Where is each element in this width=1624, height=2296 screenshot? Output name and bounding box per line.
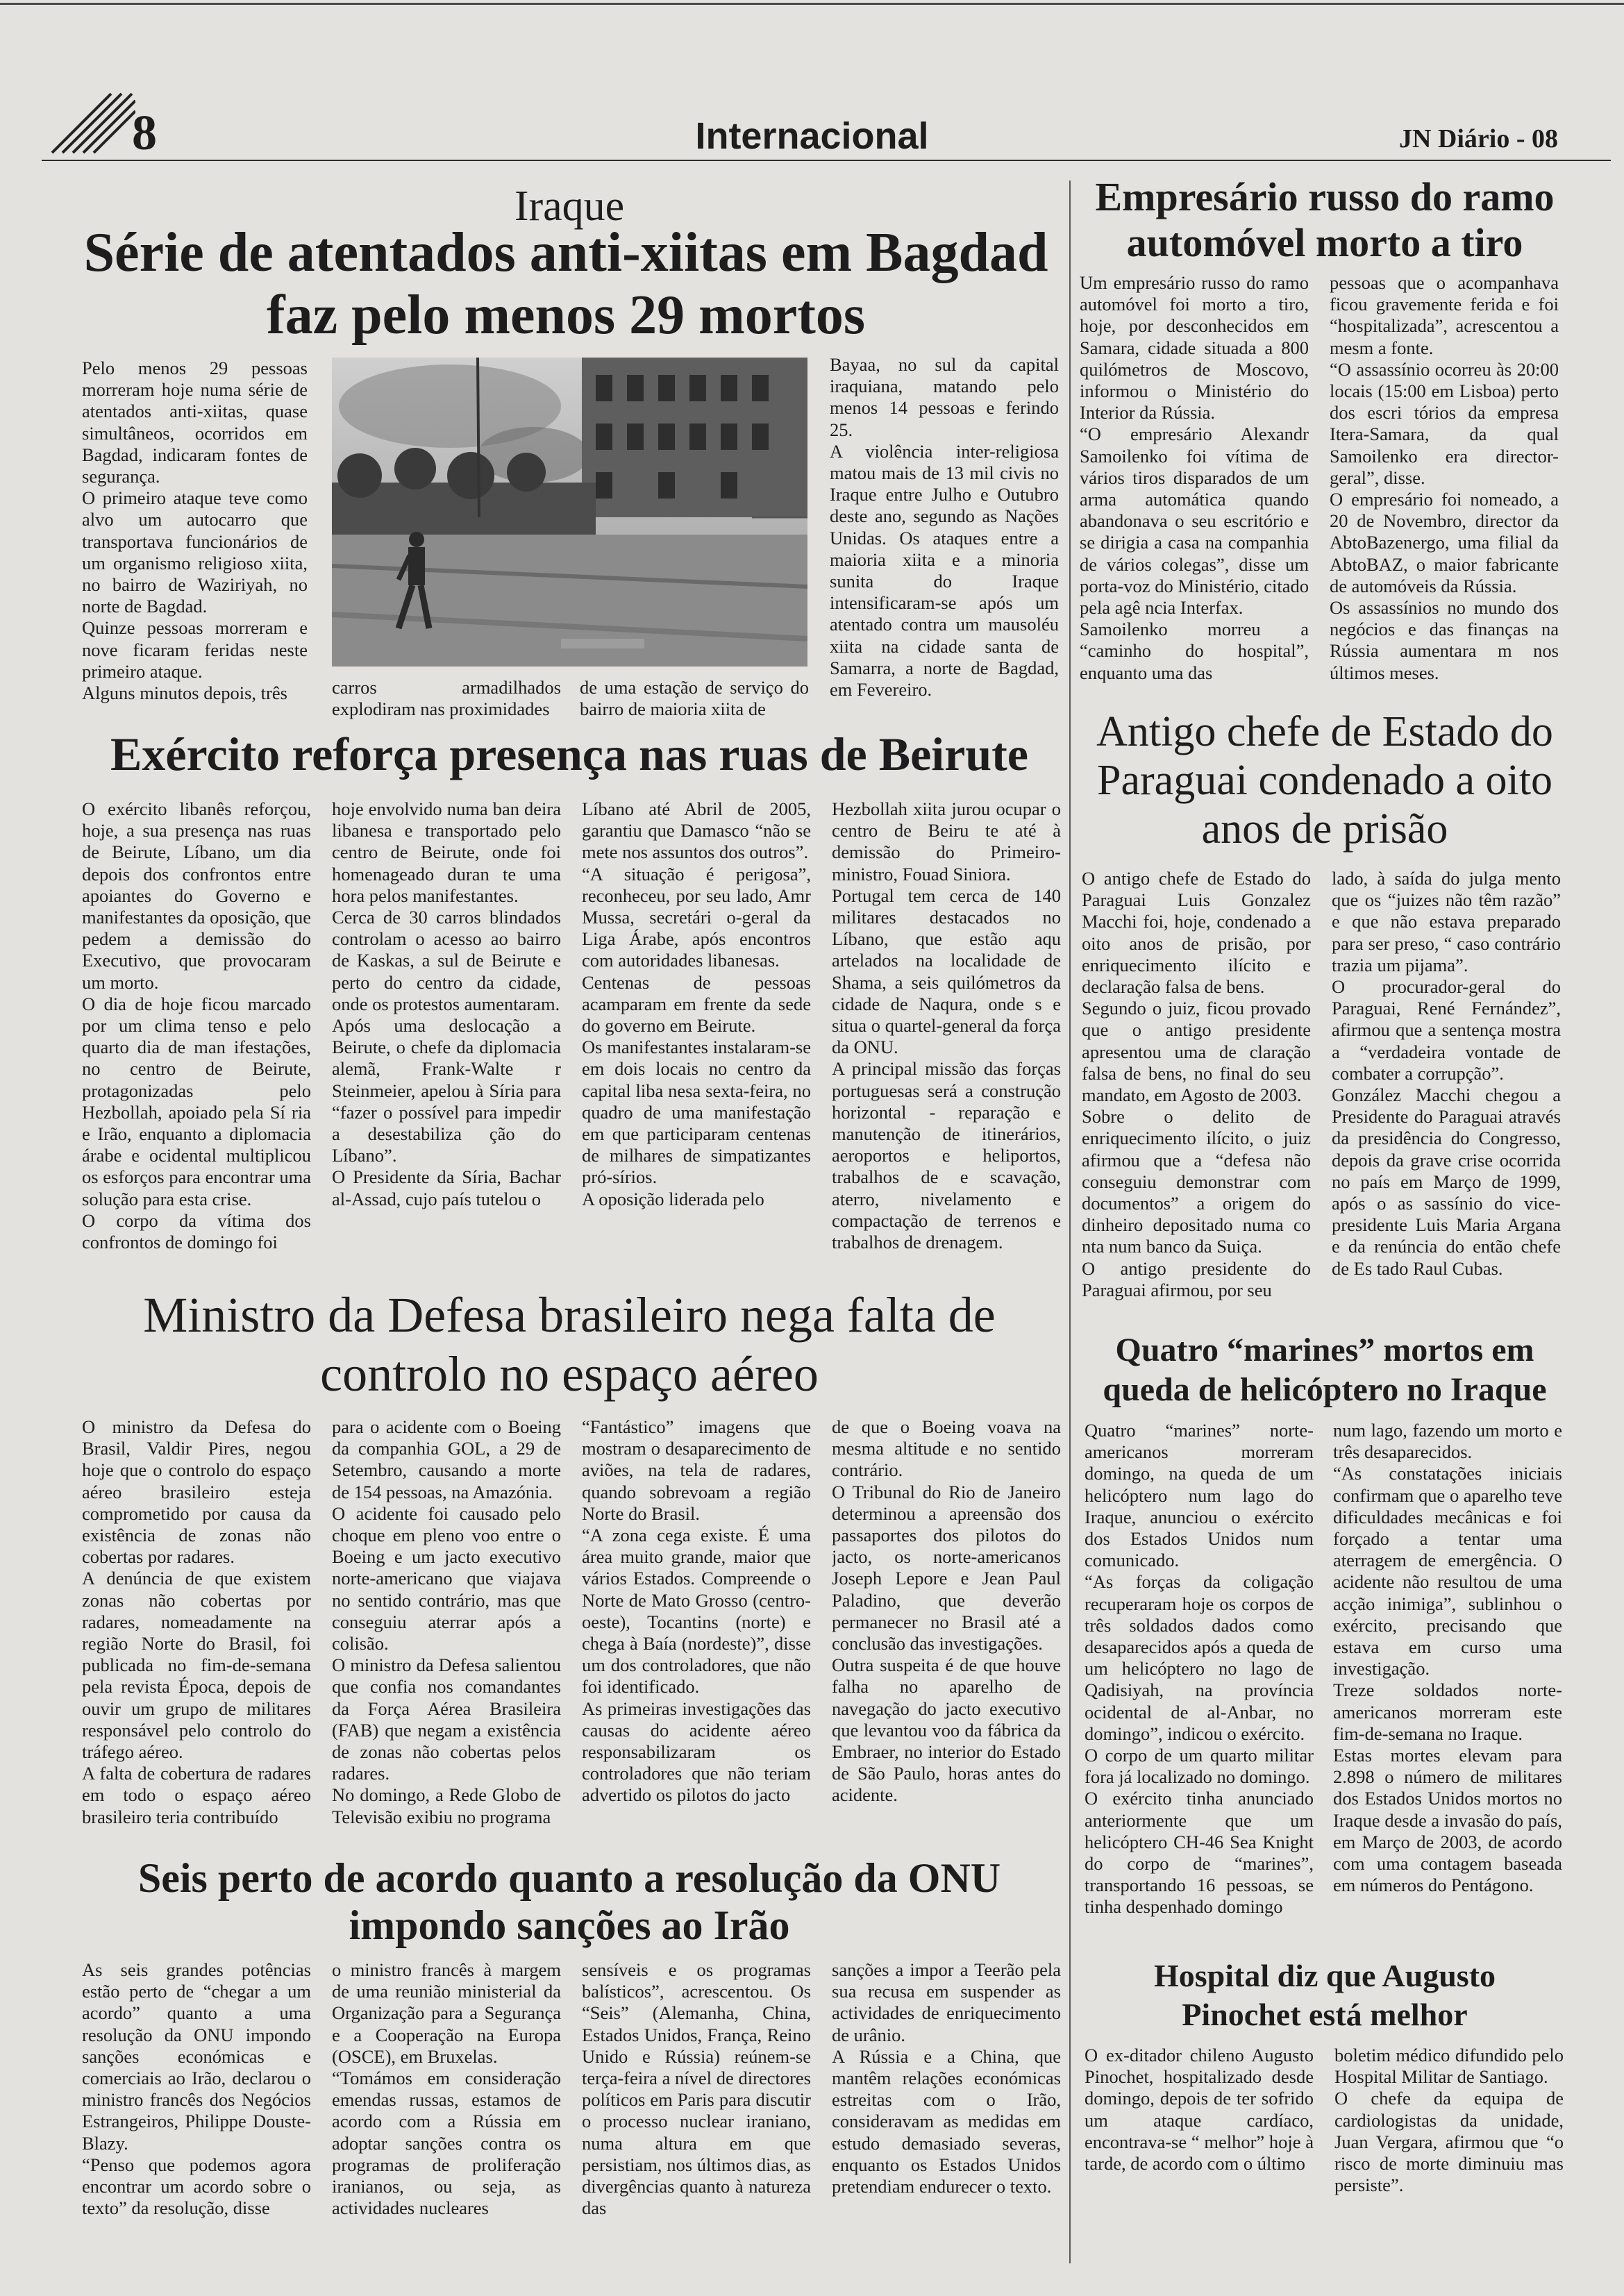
beirute-column-1: O exército libanês reforçou, hoje, a sua presença nas ruas de Beirute, Líbano, um dia depois dos confrontos entre apoiantes do Governo e manifestantes da oposição, que pedem a demissão do Executivo, que provocaram um morto. O dia de hoje ficou marcado por um clima tenso e pelo quarto dia de man ifestações, no centro de Beirute, protagonizadas pelo Hezbollah, apoiado pela Sí ria e Irão, enquanto a diplomacia árabe e ocidental multiplicou os esforços para encontrar uma solução para esta crise. O corpo da vítima dos confrontos de domingo foi [82, 798, 311, 1253]
irao-column-3: sensíveis e os programas balísticos”, acrescentou. Os “Seis” (Alemanha, China, Estados Unidos, França, Reino Unido e Rússia) reúnem-se terça-feira a nível de directores políticos em Paris para discutir o processo nuclear iraniano, numa altura em que persistiam, nos últimos dias, as divergências quanto à natureza das [582, 1959, 811, 2219]
irao-column-4: sanções a impor a Teerão pela sua recusa em suspender as actividades de enriquecimento de urânio. A Rússia e a China, que mantêm relações económicas estreitas com o Irão, consideravam as medidas em estudo demasiado severas, enquanto os Estados Unidos pretendiam endurecer o texto. [832, 1959, 1061, 2197]
iraque-headline-line2: faz pelo menos 29 mortos [266, 285, 866, 346]
marines-column-2: num lago, fazendo um morto e três desaparecidos. “As constatações iniciais confirmam que o aparelho teve dificuldades mecânicas e foi forçado a tentar uma aterragem de emergência. O acidente não resultou de uma acção inimiga”, sublinhou o exército, precisando que estava em curso uma investigação. Treze soldados norte-americanos morreram este fim-de-semana no Iraque. Estas mortes elevam para 2.898 o número de militares dos Estados Unidos mortos no Iraque desde a invasão do país, em Março de 2003, de acordo com uma contagem baseada em números do Pentágono. [1333, 1420, 1562, 1896]
russo-column-1: Um empresário russo do ramo automóvel foi morto a tiro, hoje, por desconhecidos em Samara, cidade situada a 800 quilómetros de Moscovo, informou o Ministério do Interior da Rússia. “O empresário Alexandr Samoilenko foi vítima de vários tiros disparados de um arma automática quando abandonava o seu escritório e se dirigia a casa na companhia de vários colegas”, disse um porta-voz do Ministério, citado pela agê ncia Interfax. Samoilenko morreu a “caminho do hospital”, enquanto uma das [1080, 272, 1309, 683]
ministro-column-2: para o acidente com o Boeing da companhia GOL, a 29 de Setembro, causando a morte de 154 pessoas, na Amazónia. O acidente foi causado pelo choque em pleno voo entre o Boeing e um jacto executivo norte-americano que viajava no sentido contrário, mas que conseguiu aterrar após a colisão. O ministro da Defesa salientou que confia nos comandantes da Força Aérea Brasileira (FAB) que negam a existência de zonas não cobertas pelos radares. No domingo, a Rede Globo de Televisão exibiu no programa [332, 1416, 561, 1827]
irao-headline-line2: impondo sanções ao Irão [349, 1902, 790, 1948]
top-border [0, 3, 1624, 5]
beirute-column-2: hoje envolvido numa ban deira libanesa e transportado pelo centro de Beirute, onde foi homenageado duran te uma hora pelos manifestantes. Cerca de 30 carros blindados controlam o acesso ao bairro de Kaskas, a sul de Beirute e perto do centro da cidade, onde os protestos aumentaram. Após uma deslocação a Beirute, o chefe da diplomacia alemã, Frank-Walte r Steinmeier, apelou à Síria para “fazer o possível para impedir a desestabiliza ção do Líbano”. O Presidente da Síria, Bachar al-Assad, cujo país tutelou o [332, 798, 561, 1209]
iraque-photo [332, 358, 807, 667]
russo-headline-line1: Empresário russo do ramo [1095, 174, 1555, 219]
ministro-column-3: “Fantástico” imagens que mostram o desaparecimento de aviões, na tela de radares, quando sobrevoam a região Norte do Brasil. “A zona cega existe. É uma área muito grande, maior que vários Estados. Compreende o Norte de Mato Grosso (centro- oeste), Tocantins (norte) e chega à Baía (nordeste)”, disse um dos controladores, que não foi identificado. As primeiras investigações das causas do acidente aéreo responsabilizaram os controladores que não teriam advertido os pilotos do jacto [582, 1416, 811, 1806]
pinochet-headline-line1: Hospital diz que Augusto [1153, 1958, 1496, 1993]
column-divider [1069, 181, 1071, 2263]
marines-headline-line2: queda de helicóptero no Iraque [1103, 1371, 1547, 1408]
marines-column-1: Quatro “marines” norte-americanos morreram domingo, na queda de um helicóptero num lago do Iraque, anunciou o exército dos Estados Unidos num comunicado. “As forças da coligação recuperaram hoje os corpos de três soldados dados como desaparecidos após a queda de um helicóptero no lago de Qadisiyah, na província ocidental de al-Anbar, no domingo”, indicou o exército. O corpo de um quarto militar fora já localizado no domingo. O exército tinha anunciado anteriormente que um helicóptero CH-46 Sea Knight do corpo de “marines”, transportando 16 pessoas, se tinha despenhado domingo [1085, 1420, 1314, 1918]
header-rule [42, 160, 1611, 161]
russo-headline-line2: automóvel morto a tiro [1126, 220, 1523, 265]
ministro-column-4: de que o Boeing voava na mesma altitude e no sentido contrário. O Tribunal do Rio de Janeiro determinou a apreensão dos passaportes dos pilotos do jacto, os norte-americanos Joseph Lepore e Jean Paul Paladino, que deverão permanecer no Brasil até a conclusão das investigações. Outra suspeita é de que houve falha no aparelho de navegação do jacto executivo que levantou voo da fábrica da Embraer, no interior do Estado de São Paulo, horas antes do acidente. [832, 1416, 1061, 1806]
section-title: Internacional [695, 115, 929, 157]
iraque-kicker: Iraque [514, 183, 625, 230]
ministro-headline-line2: controlo no espaço aéreo [320, 1346, 819, 1402]
irao-column-2: o ministro francês à margem de uma reunião ministerial da Organização para a Segurança e a Cooperação na Europa (OSCE), em Bruxelas. “Tomámos em consideração emendas russas, estamos de acordo com a Rússia em adoptar sanções contra os programas de proliferação iranianos, ou seja, as actividades nucleares [332, 1959, 561, 2219]
pinochet-headline-line2: Pinochet está melhor [1182, 1997, 1468, 2032]
edition-label: JN Diário - 08 [1398, 124, 1558, 153]
russo-column-2: pessoas que o acompanhava ficou gravemente ferida e foi “hospitalizada”, acrescentou a mesm a fonte. “O assassínio ocorreu às 20:00 locais (15:00 em Lisboa) perto dos escri tórios da empresa Itera-Samara, da qual Samoilenko era director-geral”, disse. O empresário foi nomeado, a 20 de Novembro, director da AbtoBazenergo, uma filial da AbtoBAZ, o maior fabricante de automóveis da Rússia. Os assassínios no mundo dos negócios e das finanças na Rússia aumentara m nos últimos meses. [1330, 272, 1559, 683]
beirute-column-4: Hezbollah xiita jurou ocupar o centro de Beiru te até à demissão do Primeiro-ministro, Fouad Siniora. Portugal tem cerca de 140 militares destacados no Líbano, que estão aqu artelados na localidade de Shama, a seis quilómetros da cidade de Naqura, onde s e situa o quartel-general da força da ONU. A principal missão das forças portuguesas será a construção horizontal - reparação e manutenção de itinerários, aeroportos e heliportos, trabalhos de e scavação, aterro, nivelamento e compactação de terrenos e trabalhos de drenagem. [832, 798, 1061, 1253]
pinochet-column-1: O ex-ditador chileno Augusto Pinochet, hospitalizado desde domingo, depois de ter sofrido um ataque cardíaco, encontrava-se “ melhor” hoje à tarde, de acordo com o último [1085, 2045, 1314, 2175]
page-number: 8 [132, 105, 157, 160]
pinochet-column-2: boletim médico difundido pelo Hospital Militar de Santiago. O chefe da equipa de cardiologistas da unidade, Juan Vergara, afirmou que “o risco de morte diminuiu mas persiste”. [1334, 2045, 1564, 2196]
marines-headline-line1: Quatro “marines” mortos em [1115, 1332, 1534, 1368]
iraque-under-photo-2: de uma estação de serviço do bairro de maioria xiita de [580, 677, 809, 719]
paraguai-headline-line1: Antigo chefe de Estado do [1096, 708, 1553, 755]
beirute-headline: Exército reforça presença nas ruas de Beirute [110, 728, 1028, 780]
paraguai-column-2: lado, à saída do julga mento que os “juizes não têm razão” e que não estava preparado para ser preso, “ caso contrário trazia um pijama”. O procurador-geral do Paraguai, René Fernández”, afirmou que a sentença mostra a “verdadeira vontade de combater a corrupção”. González Macchi chegou a Presidente do Paraguai através da presidência do Congresso, depois da grave crise ocorrida no país em Março de 1999, após o as sassínio do vice-presidente Luis Maria Argana e da renúncia do então chefe de Es tado Raul Cubas. [1332, 868, 1561, 1279]
irao-column-1: As seis grandes potências estão perto de “chegar a um acordo” quanto a uma resolução da ONU impondo sanções económicas e comerciais ao Irão, declarou o ministro francês dos Negócios Estrangeiros, Philippe Douste-Blazy. “Penso que podemos agora encontrar um acordo sobre o texto” da resolução, disse [82, 1959, 311, 2219]
iraque-headline-line1: Série de atentados anti-xiitas em Bagdad [83, 222, 1048, 283]
ministro-headline-line1: Ministro da Defesa brasileiro nega falta de [143, 1287, 996, 1343]
iraque-under-photo-1: carros armadilhados explodiram nas proximidades [332, 677, 561, 719]
paraguai-headline-line2: Paraguai condenado a oito [1097, 757, 1552, 804]
paraguai-column-1: O antigo chefe de Estado do Paraguai Luis Gonzalez Macchi foi, hoje, condenado a oito anos de prisão, por enriquecimento ilícito e declaração falsa de bens. Segundo o juiz, ficou provado que o antigo presidente apresentou uma de claração falsa de bens, no final do seu mandato, em Agosto de 2003. Sobre o delito de enriquecimento ilícito, o juiz afirmou que a “defesa não conseguiu demonstrar com documentos” a origem do dinheiro depositado numa co nta num banco da Suiça. O antigo presidente do Paraguai afirmou, por seu [1082, 868, 1311, 1300]
beirute-column-3: Líbano até Abril de 2005, garantiu que Damasco “não se mete nos assuntos dos outros”. “A situação é perigosa”, reconheceu, por seu lado, Amr Mussa, secretári o-geral da Liga Árabe, após encontros com autoridades libanesas. Centenas de pessoas acamparam em frente da sede do governo em Beirute. Os manifestantes instalaram-se em dois locais no centro da capital liba nesa sexta-feira, no quadro de uma manifestação em que participaram centenas de milhares de simpatizantes pró-sírios. A oposição liderada pelo [582, 798, 811, 1209]
paraguai-headline-line3: anos de prisão [1201, 805, 1448, 853]
irao-headline-line1: Seis perto de acordo quanto a resolução da ONU [137, 1855, 1001, 1901]
iraque-column-1: Pelo menos 29 pessoas morreram hoje numa série de atentados anti-xiitas, quase simultâneos, ocorridos em Bagdad, indicaram fontes de segurança. O primeiro ataque teve como alvo um autocarro que transportava funcionários de um organismo religioso xiita, no bairro de Waziriyah, no norte de Bagdad. Quinze pessoas morreram e nove ficaram feridas neste primeiro ataque. Alguns minutos depois, três [82, 358, 308, 704]
iraque-column-4: Bayaa, no sul da capital iraquiana, matando pelo menos 14 pessoas e ferindo 25. A violência inter-religiosa matou mais de 13 mil civis no Iraque entre Julho e Outubro deste ano, segundo as Nações Unidas. Os ataques entre a maioria xiita e a minoria sunita do Iraque intensificaram-se após um atentado contra um mausoléu xiita na cidade santa de Samarra, a norte de Bagdad, em Fevereiro. [830, 354, 1059, 701]
ministro-column-1: O ministro da Defesa do Brasil, Valdir Pires, negou hoje que o controlo do espaço aéreo brasileiro esteja comprometido por causa da existência de zonas não cobertas por radares. A denúncia de que existem zonas não cobertas por radares, nomeadamente na região Norte do Brasil, foi publicada no fim-de-semana pela revista Época, depois de ouvir um grupo de militares responsável pelo controlo do tráfego aéreo. A falta de cobertura de radares em todo o espaço aéreo brasileiro teria contribuído [82, 1416, 311, 1827]
